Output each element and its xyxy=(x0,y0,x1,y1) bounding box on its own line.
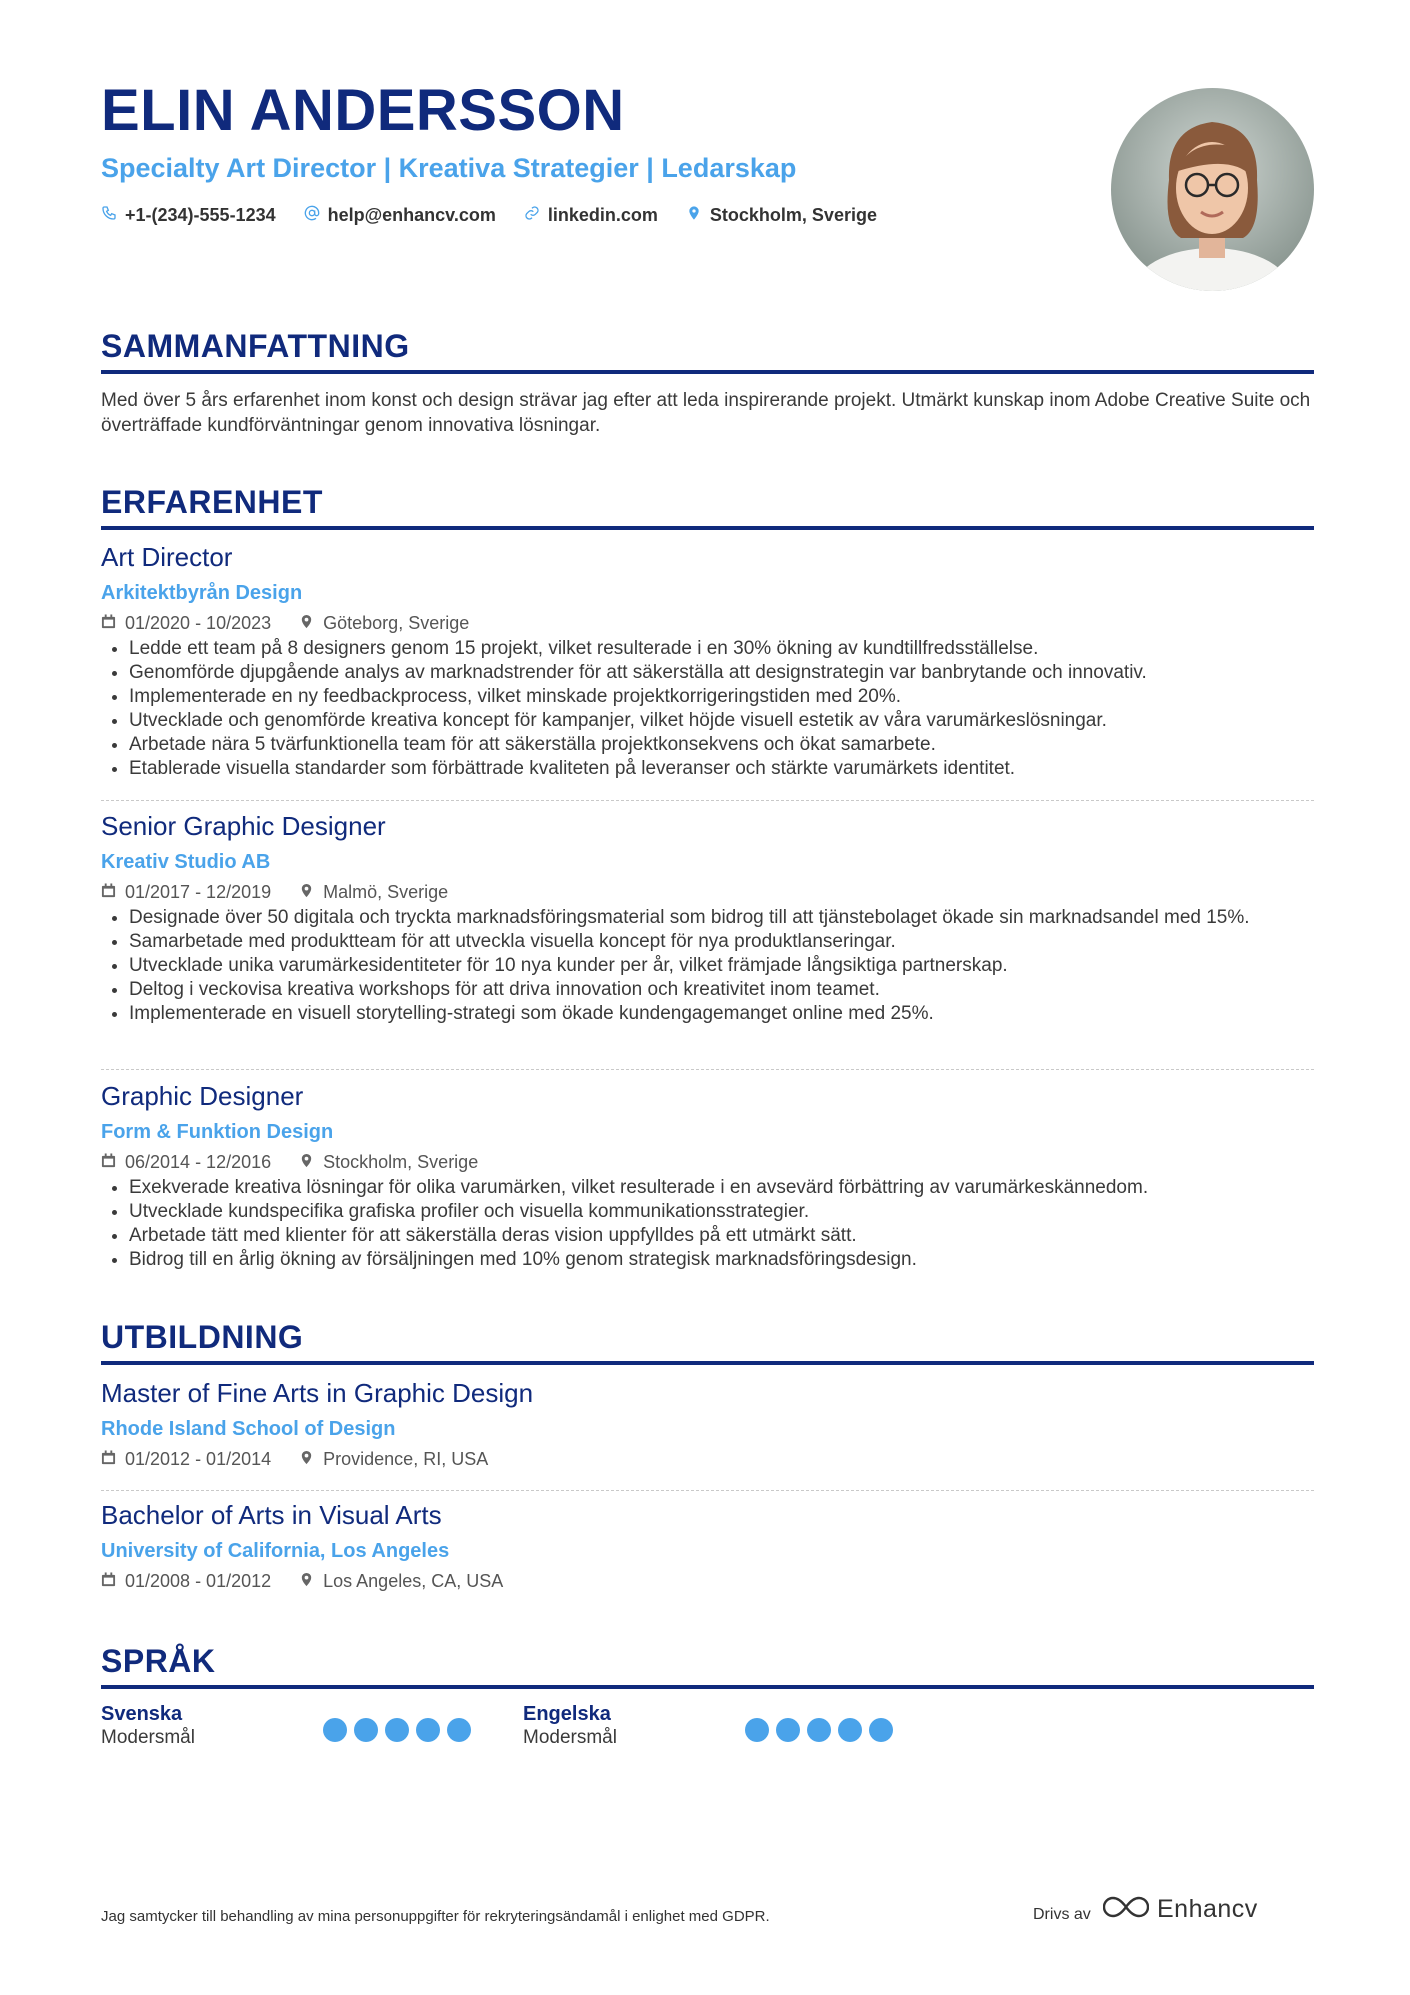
achievement-item: • Implementerade en visuell storytelling-strategi som ökade kundengagemanget online med 25%. xyxy=(129,1002,1314,1026)
education-dates: 01/2012 - 01/2014 xyxy=(125,1449,272,1469)
email-text: help@enhancv.com xyxy=(327,205,496,225)
map-pin-icon xyxy=(299,1150,314,1174)
rating-dot xyxy=(869,1718,893,1742)
contact-location xyxy=(686,205,877,226)
brand-link[interactable] xyxy=(1103,1894,1258,1925)
profile-photo xyxy=(1111,88,1314,291)
calendar-icon xyxy=(101,880,116,904)
rating-dot xyxy=(323,1718,347,1742)
degree-title: Bachelor of Arts in Visual Arts xyxy=(101,1500,442,1530)
education-dates: 01/2008 - 01/2012 xyxy=(125,1571,272,1591)
language-item xyxy=(101,1702,501,1750)
summary-text: Med över 5 års erfarenhet inom konst och design strävar jag efter att leda inspirerande projekt. Utmärkt kunskap inom Adobe Creative Suite och överträffade kundförväntningar genom innovativa lösningar. xyxy=(101,390,1311,436)
gdpr-consent: Jag samtycker till behandling av mina personuppgifter för rekryteringsändamål i enlighet med GDPR. xyxy=(101,1908,770,1925)
rating-dot xyxy=(447,1718,471,1742)
school-name: University of California, Los Angeles xyxy=(101,1540,450,1562)
achievement-item: • Exekverade kreativa lösningar för olika varumärken, vilket resulterade i en avsevärd förbättring av varumärkeskännedom. xyxy=(129,1176,1314,1200)
phone-text: +1-(234)-555-1234 xyxy=(125,205,276,225)
school-name: Rhode Island School of Design xyxy=(101,1418,396,1440)
link-icon xyxy=(524,205,540,226)
candidate-name: ELIN ANDERSSON xyxy=(101,78,625,143)
map-pin-icon xyxy=(299,1569,314,1593)
entry-divider xyxy=(101,800,1314,801)
map-pin-icon xyxy=(299,1447,314,1471)
achievement-item: • Arbetade tätt med klienter för att säkerställa deras vision uppfylldes på ett utmärkt sätt. xyxy=(129,1224,1314,1248)
map-pin-icon xyxy=(299,880,314,904)
job-location: Göteborg, Sverige xyxy=(323,613,470,633)
achievement-list xyxy=(101,1176,1314,1272)
experience-entry xyxy=(101,542,1314,781)
section-title-education: UTBILDNING xyxy=(101,1320,1314,1365)
achievement-item: • Etablerade visuella standarder som förbättrade kvaliteten på leveranser och stärkte varumärkets identitet. xyxy=(129,757,1314,781)
brand-name: Enhancv xyxy=(1157,1895,1258,1923)
calendar-icon xyxy=(101,1150,116,1174)
at-icon xyxy=(304,205,320,226)
language-name: Engelska xyxy=(523,1703,611,1725)
company-name: Kreativ Studio AB xyxy=(101,851,271,873)
job-location: Stockholm, Sverige xyxy=(323,1152,479,1172)
job-title: Senior Graphic Designer xyxy=(101,811,386,841)
education-entry xyxy=(101,1500,1314,1593)
education-location: Providence, RI, USA xyxy=(323,1449,489,1469)
calendar-icon xyxy=(101,611,116,635)
company-name: Arkitektbyrån Design xyxy=(101,582,303,604)
rating-dot xyxy=(745,1718,769,1742)
job-dates: 06/2014 - 12/2016 xyxy=(125,1152,272,1172)
linkedin-text: linkedin.com xyxy=(547,205,658,225)
rating-dot xyxy=(385,1718,409,1742)
language-item xyxy=(523,1702,923,1750)
calendar-icon xyxy=(101,1569,116,1593)
map-pin-icon xyxy=(686,205,702,226)
job-title: Art Director xyxy=(101,542,233,572)
rating-dot xyxy=(807,1718,831,1742)
language-level: Modersmål xyxy=(101,1727,195,1748)
degree-title: Master of Fine Arts in Graphic Design xyxy=(101,1378,534,1408)
contact-linkedin[interactable] xyxy=(524,205,658,226)
language-rating xyxy=(323,1718,471,1742)
job-dates: 01/2020 - 10/2023 xyxy=(125,613,272,633)
job-dates: 01/2017 - 12/2019 xyxy=(125,882,272,902)
company-name: Form & Funktion Design xyxy=(101,1121,334,1143)
language-rating xyxy=(745,1718,893,1742)
phone-icon xyxy=(101,205,117,226)
entry-divider xyxy=(101,1490,1314,1491)
education-entry xyxy=(101,1378,1314,1471)
powered-by-label: Drivs av xyxy=(1033,1906,1091,1923)
achievement-item: • Genomförde djupgående analys av marknadstrender för att säkerställa att designstrategin var banbrytande och innovativ. xyxy=(129,661,1314,685)
section-title-experience: ERFARENHET xyxy=(101,485,1314,530)
achievement-list xyxy=(101,906,1314,1026)
achievement-item: • Implementerade en ny feedbackprocess, vilket minskade projektkorrigeringstiden med 20%. xyxy=(129,685,1314,709)
map-pin-icon xyxy=(299,611,314,635)
job-location: Malmö, Sverige xyxy=(323,882,449,902)
entry-divider xyxy=(101,1069,1314,1070)
infinity-logo-icon xyxy=(1103,1894,1149,1925)
contact-bar xyxy=(101,205,877,226)
rating-dot xyxy=(416,1718,440,1742)
achievement-item: • Ledde ett team på 8 designers genom 15 projekt, vilket resulterade i en 30% ökning av kundtillfredsställelse. xyxy=(129,637,1314,661)
achievement-item: • Utvecklade kundspecifika grafiska profiler och visuella kommunikationsstrategier. xyxy=(129,1200,1314,1224)
headline: Specialty Art Director | Kreativa Strategier | Ledarskap xyxy=(101,153,797,183)
experience-entry xyxy=(101,811,1314,1026)
language-level: Modersmål xyxy=(523,1727,617,1748)
achievement-item: • Bidrog till en årlig ökning av försäljningen med 10% genom strategisk marknadsföringsdesign. xyxy=(129,1248,1314,1272)
job-title: Graphic Designer xyxy=(101,1081,304,1111)
section-title-languages: SPRÅK xyxy=(101,1644,1314,1689)
calendar-icon xyxy=(101,1447,116,1471)
achievement-item: • Samarbetade med produktteam för att utveckla visuella koncept för nya produktlanseringar. xyxy=(129,930,1314,954)
contact-email[interactable] xyxy=(304,205,496,226)
language-name: Svenska xyxy=(101,1703,183,1725)
contact-phone[interactable] xyxy=(101,205,276,226)
achievement-item: • Utvecklade och genomförde kreativa koncept för kampanjer, vilket höjde visuell estetik av våra varumärkeslösningar. xyxy=(129,709,1314,733)
experience-entry xyxy=(101,1081,1314,1272)
education-location: Los Angeles, CA, USA xyxy=(323,1571,504,1591)
achievement-item: • Deltog i veckovisa kreativa workshops för att driva innovation och kreativitet inom teamet. xyxy=(129,978,1314,1002)
section-title-summary: SAMMANFATTNING xyxy=(101,329,1314,374)
rating-dot xyxy=(354,1718,378,1742)
rating-dot xyxy=(776,1718,800,1742)
rating-dot xyxy=(838,1718,862,1742)
achievement-item: • Arbetade nära 5 tvärfunktionella team för att säkerställa projektkonsekvens och ökat samarbete. xyxy=(129,733,1314,757)
achievement-item: • Designade över 50 digitala och tryckta marknadsföringsmaterial som bidrog till att tjänstebolaget ökade sin marknadsandel med 15%. xyxy=(129,906,1314,930)
achievement-list xyxy=(101,637,1314,781)
location-text: Stockholm, Sverige xyxy=(709,205,877,225)
achievement-item: • Utvecklade unika varumärkesidentiteter för 10 nya kunder per år, vilket främjade långsiktiga partnerskap. xyxy=(129,954,1314,978)
